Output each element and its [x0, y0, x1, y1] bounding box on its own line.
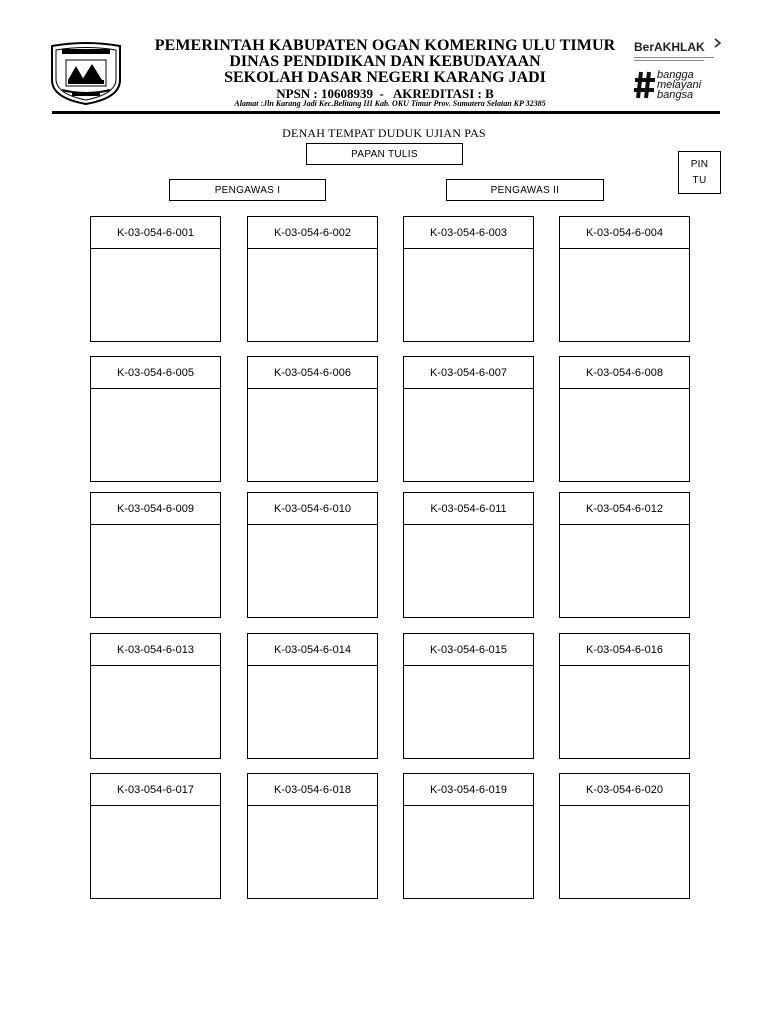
- seat-number: K-03-054-6-003: [404, 217, 533, 249]
- seat-number: K-03-054-6-005: [91, 357, 220, 389]
- seat-box: [403, 216, 534, 342]
- seat-number: K-03-054-6-018: [248, 774, 377, 806]
- seat-box: [559, 633, 690, 759]
- bangga-melayani-bangsa: [657, 70, 701, 100]
- seat-box: [559, 492, 690, 618]
- seat-number: K-03-054-6-011: [404, 493, 533, 525]
- seat-number: K-03-054-6-006: [248, 357, 377, 389]
- seat-number: K-03-054-6-017: [91, 774, 220, 806]
- hashtag-icon: [634, 70, 656, 100]
- seat-box: [90, 492, 221, 618]
- seat-box: [403, 633, 534, 759]
- door-label-line1: PIN: [690, 158, 709, 170]
- seat-number: K-03-054-6-007: [404, 357, 533, 389]
- bangga-line1: bangga: [657, 69, 694, 81]
- bangga-line2: melayani: [657, 79, 702, 91]
- letterhead-npsn: NPSN : 10608939 - AKREDITASI : B: [276, 86, 494, 101]
- seat-box: [247, 216, 378, 342]
- berakhlak-tagline-lines: [634, 57, 716, 63]
- regency-crest-icon: [48, 40, 124, 106]
- seat-box: [559, 773, 690, 899]
- seat-number: K-03-054-6-010: [248, 493, 377, 525]
- seat-box: [90, 633, 221, 759]
- letterhead-department: DINAS PENDIDIKAN DAN KEBUDAYAAN: [229, 53, 541, 70]
- seat-box: [90, 356, 221, 482]
- seat-box: [247, 633, 378, 759]
- seat-number: K-03-054-6-008: [560, 357, 689, 389]
- letterhead-government: PEMERINTAH KABUPATEN OGAN KOMERING ULU TIMUR: [154, 37, 616, 54]
- seat-box: [403, 492, 534, 618]
- letterhead-divider: [52, 111, 720, 114]
- berakhlak-text: BerAKHLAK: [634, 40, 705, 54]
- seat-number: K-03-054-6-002: [248, 217, 377, 249]
- seat-box: [403, 773, 534, 899]
- seat-box: [247, 773, 378, 899]
- seat-number: K-03-054-6-015: [404, 634, 533, 666]
- supervisor-1-box: [169, 179, 326, 201]
- supervisor-1-label: PENGAWAS I: [214, 184, 281, 196]
- supervisor-2-label: PENGAWAS II: [490, 184, 560, 196]
- whiteboard-label: PAPAN TULIS: [351, 148, 418, 160]
- seat-box: [403, 356, 534, 482]
- berakhlak-logo: [634, 38, 724, 58]
- door-box: [678, 151, 721, 194]
- letterhead-school: SEKOLAH DASAR NEGERI KARANG JADI: [224, 69, 546, 86]
- seat-number: K-03-054-6-013: [91, 634, 220, 666]
- supervisor-2-box: [446, 179, 604, 201]
- seat-number: K-03-054-6-020: [560, 774, 689, 806]
- seat-number: K-03-054-6-009: [91, 493, 220, 525]
- seat-box: [90, 773, 221, 899]
- seat-number: K-03-054-6-012: [560, 493, 689, 525]
- seat-number: K-03-054-6-019: [404, 774, 533, 806]
- seat-box: [559, 216, 690, 342]
- seat-number: K-03-054-6-001: [91, 217, 220, 249]
- door-label-line2: TU: [692, 174, 707, 186]
- whiteboard-box: [306, 143, 463, 165]
- seat-number: K-03-054-6-016: [560, 634, 689, 666]
- page-title: DENAH TEMPAT DUDUK UJIAN PAS: [282, 126, 486, 140]
- seat-number: K-03-054-6-014: [248, 634, 377, 666]
- seat-box: [559, 356, 690, 482]
- chevron-right-icon: [714, 38, 722, 48]
- seat-number: K-03-054-6-004: [560, 217, 689, 249]
- seat-box: [247, 492, 378, 618]
- letterhead-address: Alamat :Jln Karang Jadi Kec.Belitang III Kab. OKU Timur Prov. Sumatera Selatan KP 32385: [234, 99, 546, 108]
- bangga-line3: bangsa: [657, 89, 694, 101]
- seat-box: [90, 216, 221, 342]
- seat-box: [247, 356, 378, 482]
